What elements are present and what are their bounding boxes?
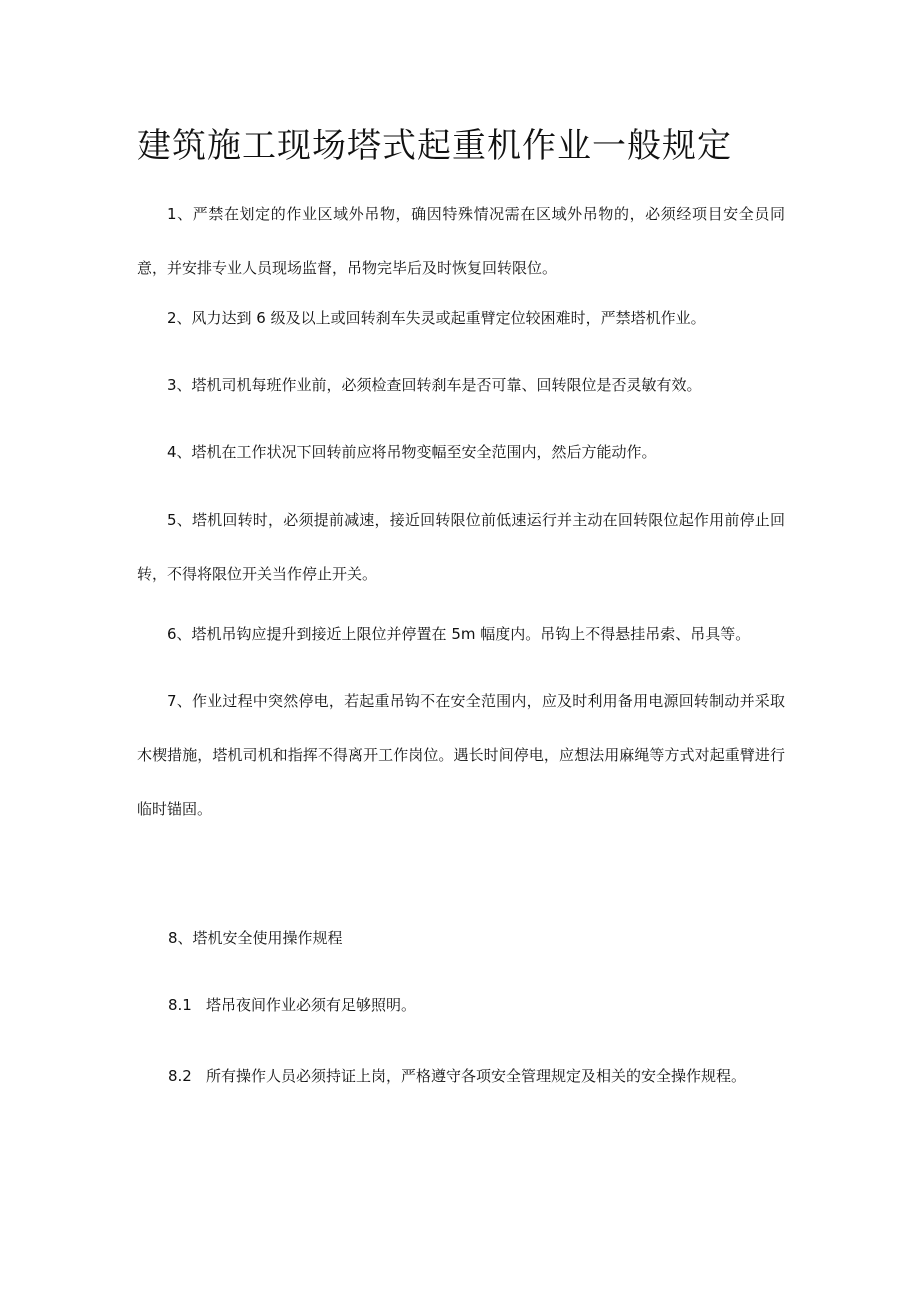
section-8-1-item bbox=[168, 993, 416, 1017]
section-8-2-number: 8.2 bbox=[168, 1067, 192, 1085]
section-8-2-item bbox=[168, 1064, 746, 1088]
paragraph-5: 5、塔机回转时，必须提前减速，接近回转限位前低速运行并主动在回转限位起作用前停止回转，不得将限位开关当作停止开关。 bbox=[137, 511, 785, 583]
document-title: 建筑施工现场塔式起重机作业一般规定 bbox=[137, 126, 732, 166]
section-8-1-number: 8.1 bbox=[168, 996, 192, 1014]
paragraph-7: 7、作业过程中突然停电，若起重吊钩不在安全范围内，应及时利用备用电源回转制动并采取木楔措施，塔机司机和指挥不得离开工作岗位。遇长时间停电，应想法用麻绳等方式对起重臂进行临时锚固。 bbox=[137, 692, 785, 818]
paragraph-3: 3、塔机司机每班作业前，必须检查回转刹车是否可靠、回转限位是否灵敏有效。 bbox=[167, 376, 702, 394]
paragraph-1: 1、严禁在划定的作业区域外吊物，确因特殊情况需在区域外吊物的，必须经项目安全员同意，并安排专业人员现场监督，吊物完毕后及时恢复回转限位。 bbox=[137, 205, 785, 277]
section-8-1-text: 塔吊夜间作业必须有足够照明。 bbox=[206, 996, 417, 1014]
section-8-2-text: 所有操作人员必须持证上岗，严格遵守各项安全管理规定及相关的安全操作规程。 bbox=[206, 1067, 747, 1085]
paragraph-6: 6、塔机吊钩应提升到接近上限位并停置在 5m 幅度内。吊钩上不得悬挂吊索、吊具等。 bbox=[167, 625, 751, 643]
section-8-heading: 8、塔机安全使用操作规程 bbox=[168, 929, 343, 947]
paragraph-2: 2、风力达到 6 级及以上或回转刹车失灵或起重臂定位较困难时，严禁塔机作业。 bbox=[167, 309, 706, 327]
paragraph-4: 4、塔机在工作状况下回转前应将吊物变幅至安全范围内，然后方能动作。 bbox=[167, 443, 657, 461]
